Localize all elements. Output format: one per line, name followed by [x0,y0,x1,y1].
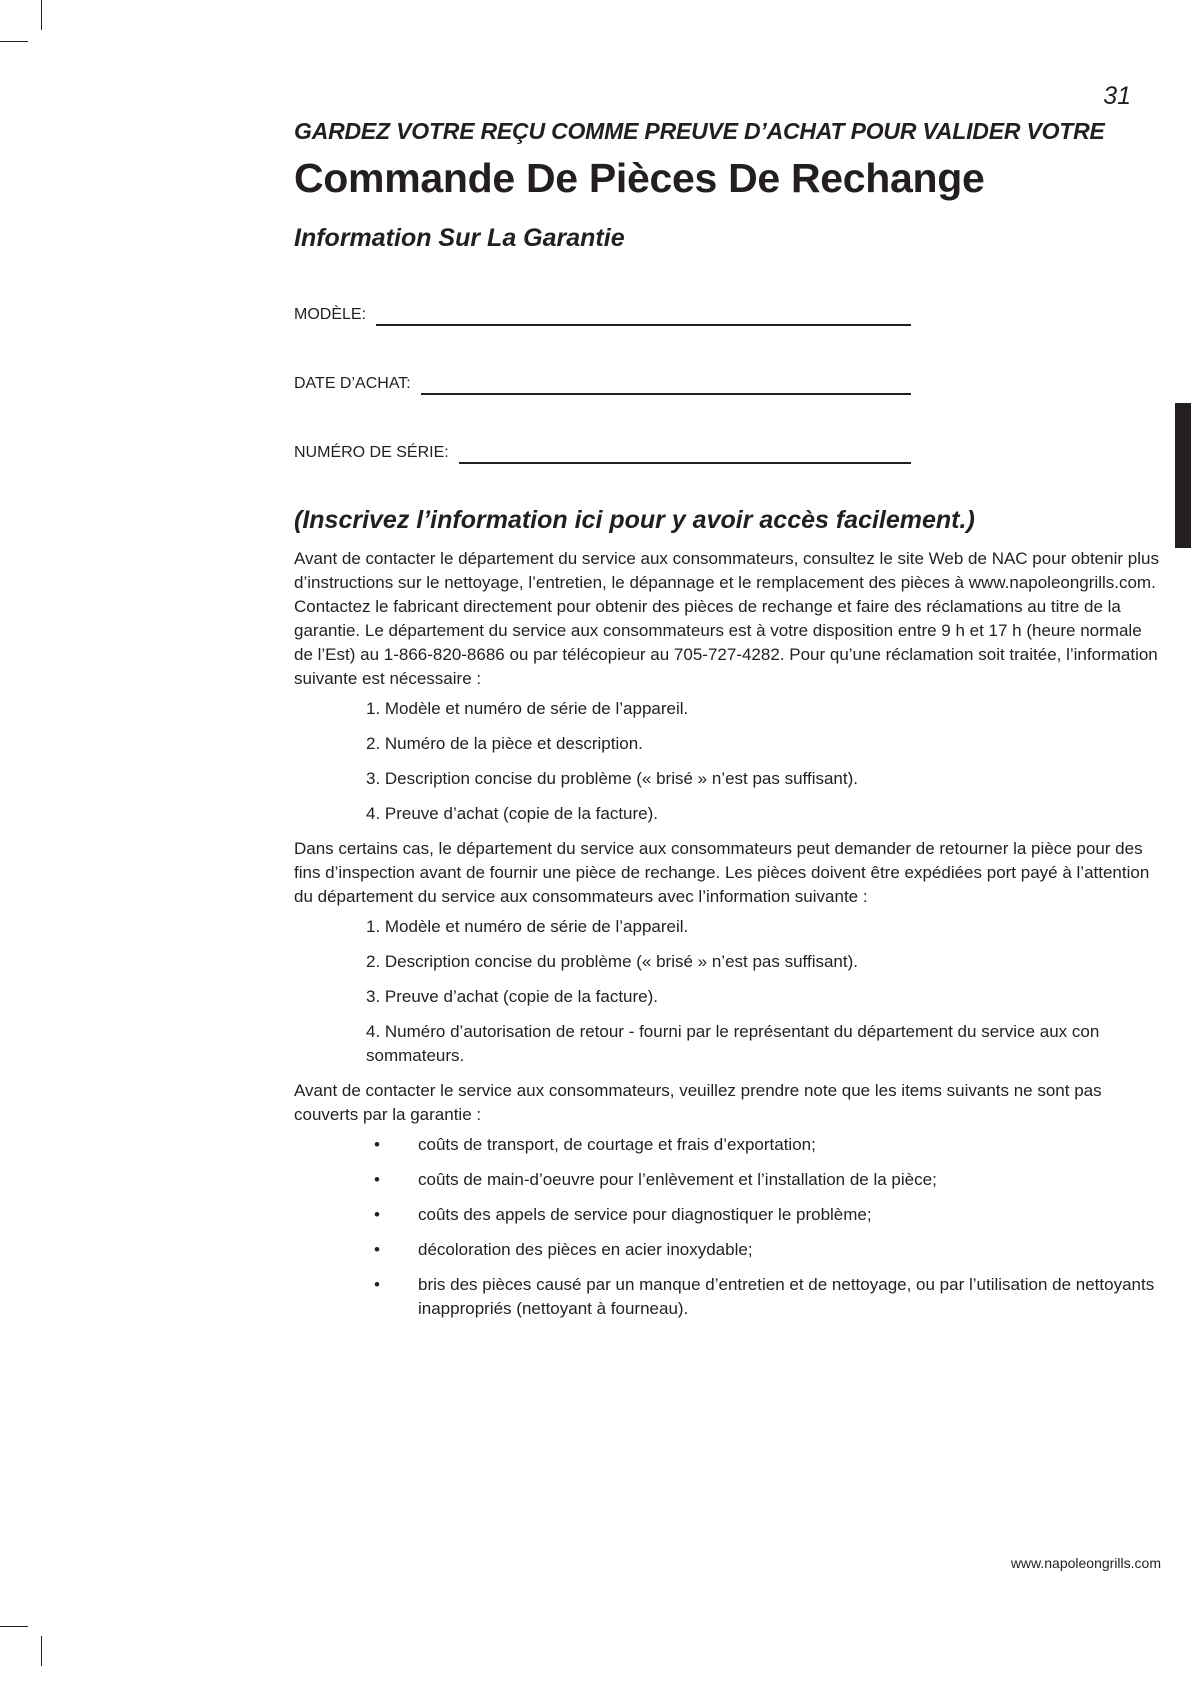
crop-mark-top-left-vertical [41,0,42,30]
bullet-icon: • [374,1275,380,1294]
purchase-date-line[interactable] [421,371,911,395]
exclusions-list [374,1133,1160,1321]
serial-number-label: NUMÉRO DE SÉRIE: [294,444,449,461]
serial-number-field [294,434,911,464]
form-note: (Inscrivez l’information ici pour y avoir accès facilement.) [294,506,975,534]
main-content [294,112,1160,1332]
purchase-date-label: DATE D’ACHAT: [294,375,411,392]
list-item [374,1133,1160,1157]
list-item [374,1203,1160,1227]
list-item: 1. Modèle et numéro de série de l’appareil. [366,699,689,718]
page-title: Commande De Pièces De Rechange [294,155,985,201]
return-info-list [366,915,1160,1068]
bullet-icon: • [374,1205,380,1224]
section-subtitle: Information Sur La Garantie [294,224,625,252]
list-item: 4. Numéro d’autorisation de retour - fourni par le représentant du département du service aux con sommateurs. [366,1022,1100,1065]
list-item [374,1168,1160,1192]
warranty-form [294,296,1160,464]
page-number: 31 [1103,82,1131,110]
serial-number-line[interactable] [459,440,911,464]
list-item-text: coûts de transport, de courtage et frais d’exportation; [418,1135,816,1154]
list-item-text: décoloration des pièces en acier inoxydable; [418,1240,753,1259]
list-item-text: coûts de main-d’oeuvre pour l’enlèvement et l’installation de la pièce; [418,1170,937,1189]
model-line[interactable] [376,302,911,326]
list-item: 3. Description concise du problème (« brisé » n’est pas suffisant). [366,769,858,788]
crop-mark-bottom-left-horizontal [0,1626,28,1627]
list-item-text: coûts des appels de service pour diagnostiquer le problème; [418,1205,872,1224]
return-paragraph: Dans certains cas, le département du service aux consommateurs peut demander de retourner la pièce pour des fins d’inspection avant de fournir une pièce de rechange. Les pièces doivent être expédiées port payé à l’attention du département du service aux consommateurs avec l’information suivante : [294,839,1150,906]
exclusions-paragraph: Avant de contacter le service aux consommateurs, veuillez prendre note que les items suivants ne sont pas couverts par la garantie : [294,1081,1102,1124]
intro-paragraph: Avant de contacter le département du service aux consommateurs, consultez le site Web de NAC pour obtenir plus d’instructions sur le nettoyage, l’entretien, le dépannage et le remplacement des pièces à www.napoleongrills.com. Contactez le fabricant directement pour obtenir des pièces de rechange et faire des réclamations au titre de la garantie. Le département du service aux consommateurs est à votre disposition entre 9 h et 17 h (heure normale de l’Est) au 1-866-820-8686 ou par télécopieur au 705-727-4282. Pour qu’une réclamation soit traitée, l’information suivante est nécessaire : [294,549,1159,688]
model-label: MODÈLE: [294,306,367,323]
list-item: 2. Description concise du problème (« brisé » n’est pas suffisant). [366,952,858,971]
list-item: 4. Preuve d’achat (copie de la facture). [366,804,658,823]
side-tab-marker [1175,403,1191,548]
list-item-text: bris des pièces causé par un manque d’entretien et de nettoyage, ou par l’utilisation de nettoyants inappropriés (nettoyant à fourneau). [418,1275,1155,1318]
list-item: 3. Preuve d’achat (copie de la facture). [366,987,658,1006]
bullet-icon: • [374,1170,380,1189]
bullet-icon: • [374,1240,380,1259]
list-item [374,1273,1160,1321]
bullet-icon: • [374,1135,380,1154]
claim-info-list [366,697,1160,826]
footer-website-link[interactable]: www.napoleongrills.com [1010,1555,1161,1571]
list-item: 2. Numéro de la pièce et description. [366,734,643,753]
model-field [294,296,911,326]
crop-mark-top-left-horizontal [0,41,28,42]
header-kicker: GARDEZ VOTRE REÇU COMME PREUVE D’ACHAT POUR VALIDER VOTRE [294,118,1105,144]
list-item [374,1238,1160,1262]
crop-mark-bottom-left-vertical [41,1636,42,1666]
list-item: 1. Modèle et numéro de série de l’appareil. [366,917,689,936]
purchase-date-field [294,365,911,395]
